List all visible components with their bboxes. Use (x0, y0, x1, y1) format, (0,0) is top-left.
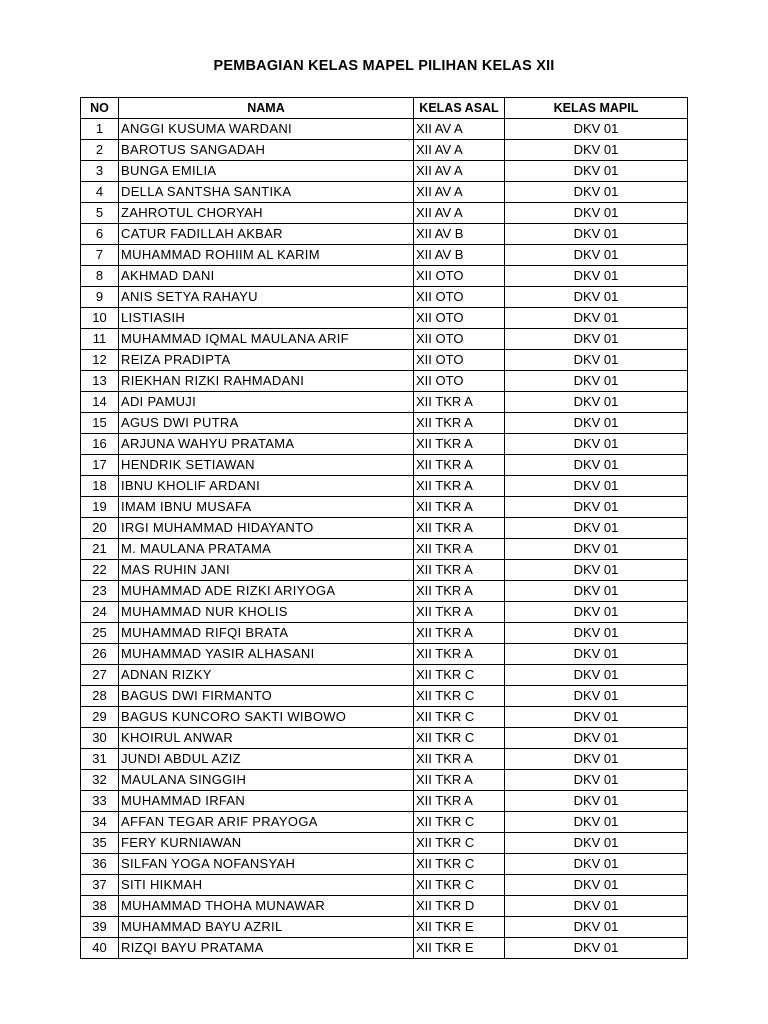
student-name-cell: MUHAMMAD IQMAL MAULANA ARIF (119, 329, 414, 350)
elective-class-cell: DKV 01 (505, 245, 688, 266)
origin-class-cell: XII AV B (414, 245, 505, 266)
elective-class-cell: DKV 01 (505, 539, 688, 560)
table-row (81, 266, 688, 287)
row-number-cell: 6 (81, 224, 119, 245)
table-row (81, 833, 688, 854)
elective-class-cell: DKV 01 (505, 497, 688, 518)
elective-class-cell: DKV 01 (505, 308, 688, 329)
elective-class-cell: DKV 01 (505, 476, 688, 497)
table-row (81, 770, 688, 791)
origin-class-cell: XII TKR C (414, 854, 505, 875)
elective-class-cell: DKV 01 (505, 686, 688, 707)
origin-class-cell: XII TKR C (414, 833, 505, 854)
row-number-cell: 35 (81, 833, 119, 854)
elective-class-cell: DKV 01 (505, 560, 688, 581)
origin-class-cell: XII TKR E (414, 938, 505, 959)
student-name-cell: MAULANA SINGGIH (119, 770, 414, 791)
student-name-cell: CATUR FADILLAH AKBAR (119, 224, 414, 245)
table-row (81, 140, 688, 161)
student-name-cell: MUHAMMAD IRFAN (119, 791, 414, 812)
table-row (81, 581, 688, 602)
student-name-cell: MUHAMMAD BAYU AZRIL (119, 917, 414, 938)
origin-class-cell: XII TKR E (414, 917, 505, 938)
row-number-cell: 18 (81, 476, 119, 497)
row-number-cell: 4 (81, 182, 119, 203)
origin-class-cell: XII TKR A (414, 539, 505, 560)
table-row (81, 854, 688, 875)
origin-class-cell: XII OTO (414, 350, 505, 371)
elective-class-cell: DKV 01 (505, 833, 688, 854)
elective-class-cell: DKV 01 (505, 203, 688, 224)
origin-class-cell: XII TKR A (414, 497, 505, 518)
table-row (81, 119, 688, 140)
student-name-cell: BAGUS KUNCORO SAKTI WIBOWO (119, 707, 414, 728)
column-header-kelas-asal: KELAS ASAL (414, 98, 505, 119)
table-row (81, 644, 688, 665)
origin-class-cell: XII TKR C (414, 707, 505, 728)
elective-class-cell: DKV 01 (505, 392, 688, 413)
table-row (81, 476, 688, 497)
elective-class-cell: DKV 01 (505, 119, 688, 140)
table-row (81, 686, 688, 707)
origin-class-cell: XII OTO (414, 308, 505, 329)
row-number-cell: 16 (81, 434, 119, 455)
origin-class-cell: XII AV A (414, 119, 505, 140)
table-header-row (81, 98, 688, 119)
row-number-cell: 24 (81, 602, 119, 623)
elective-class-cell: DKV 01 (505, 518, 688, 539)
origin-class-cell: XII TKR C (414, 812, 505, 833)
row-number-cell: 34 (81, 812, 119, 833)
elective-class-cell: DKV 01 (505, 728, 688, 749)
table-row (81, 938, 688, 959)
origin-class-cell: XII TKR A (414, 413, 505, 434)
row-number-cell: 28 (81, 686, 119, 707)
student-name-cell: MAS RUHIN JANI (119, 560, 414, 581)
table-row (81, 287, 688, 308)
student-name-cell: KHOIRUL ANWAR (119, 728, 414, 749)
row-number-cell: 10 (81, 308, 119, 329)
origin-class-cell: XII AV A (414, 140, 505, 161)
origin-class-cell: XII TKR A (414, 602, 505, 623)
row-number-cell: 5 (81, 203, 119, 224)
row-number-cell: 14 (81, 392, 119, 413)
table-row (81, 245, 688, 266)
row-number-cell: 25 (81, 623, 119, 644)
elective-class-cell: DKV 01 (505, 770, 688, 791)
column-header-nama: NAMA (119, 98, 414, 119)
student-name-cell: SILFAN YOGA NOFANSYAH (119, 854, 414, 875)
student-name-cell: MUHAMMAD THOHA MUNAWAR (119, 896, 414, 917)
origin-class-cell: XII AV A (414, 203, 505, 224)
row-number-cell: 40 (81, 938, 119, 959)
student-name-cell: AFFAN TEGAR ARIF PRAYOGA (119, 812, 414, 833)
row-number-cell: 15 (81, 413, 119, 434)
student-name-cell: IMAM IBNU MUSAFA (119, 497, 414, 518)
elective-class-cell: DKV 01 (505, 581, 688, 602)
origin-class-cell: XII TKR A (414, 749, 505, 770)
student-name-cell: HENDRIK SETIAWAN (119, 455, 414, 476)
origin-class-cell: XII TKR A (414, 455, 505, 476)
student-name-cell: MUHAMMAD RIFQI BRATA (119, 623, 414, 644)
elective-class-cell: DKV 01 (505, 854, 688, 875)
student-name-cell: MUHAMMAD YASIR ALHASANI (119, 644, 414, 665)
table-row (81, 560, 688, 581)
table-row (81, 308, 688, 329)
elective-class-cell: DKV 01 (505, 329, 688, 350)
row-number-cell: 12 (81, 350, 119, 371)
origin-class-cell: XII OTO (414, 371, 505, 392)
table-row (81, 161, 688, 182)
document-title: PEMBAGIAN KELAS MAPEL PILIHAN KELAS XII (213, 58, 555, 74)
student-name-cell: MUHAMMAD NUR KHOLIS (119, 602, 414, 623)
origin-class-cell: XII TKR A (414, 392, 505, 413)
student-name-cell: M. MAULANA PRATAMA (119, 539, 414, 560)
elective-class-cell: DKV 01 (505, 350, 688, 371)
table-body (81, 119, 688, 959)
student-name-cell: ZAHROTUL CHORYAH (119, 203, 414, 224)
origin-class-cell: XII TKR C (414, 875, 505, 896)
table-row (81, 875, 688, 896)
origin-class-cell: XII OTO (414, 329, 505, 350)
row-number-cell: 27 (81, 665, 119, 686)
origin-class-cell: XII TKR A (414, 560, 505, 581)
student-class-table (80, 97, 688, 959)
row-number-cell: 33 (81, 791, 119, 812)
elective-class-cell: DKV 01 (505, 707, 688, 728)
origin-class-cell: XII TKR C (414, 665, 505, 686)
table-row (81, 896, 688, 917)
student-name-cell: ANGGI KUSUMA WARDANI (119, 119, 414, 140)
table-row (81, 623, 688, 644)
row-number-cell: 1 (81, 119, 119, 140)
elective-class-cell: DKV 01 (505, 917, 688, 938)
origin-class-cell: XII TKR A (414, 434, 505, 455)
origin-class-cell: XII TKR A (414, 476, 505, 497)
row-number-cell: 31 (81, 749, 119, 770)
table-row (81, 665, 688, 686)
elective-class-cell: DKV 01 (505, 875, 688, 896)
row-number-cell: 9 (81, 287, 119, 308)
student-name-cell: BAROTUS SANGADAH (119, 140, 414, 161)
elective-class-cell: DKV 01 (505, 413, 688, 434)
row-number-cell: 8 (81, 266, 119, 287)
student-name-cell: ANIS SETYA RAHAYU (119, 287, 414, 308)
table-row (81, 728, 688, 749)
elective-class-cell: DKV 01 (505, 224, 688, 245)
student-name-cell: LISTIASIH (119, 308, 414, 329)
student-name-cell: DELLA SANTSHA SANTIKA (119, 182, 414, 203)
row-number-cell: 36 (81, 854, 119, 875)
table-row (81, 497, 688, 518)
elective-class-cell: DKV 01 (505, 938, 688, 959)
student-name-cell: BUNGA EMILIA (119, 161, 414, 182)
table-row (81, 329, 688, 350)
student-name-cell: ADNAN RIZKY (119, 665, 414, 686)
student-name-cell: RIEKHAN RIZKI RAHMADANI (119, 371, 414, 392)
student-name-cell: SITI HIKMAH (119, 875, 414, 896)
elective-class-cell: DKV 01 (505, 266, 688, 287)
table-row (81, 602, 688, 623)
elective-class-cell: DKV 01 (505, 140, 688, 161)
row-number-cell: 32 (81, 770, 119, 791)
row-number-cell: 2 (81, 140, 119, 161)
table-row (81, 917, 688, 938)
student-name-cell: MUHAMMAD ADE RIZKI ARIYOGA (119, 581, 414, 602)
student-name-cell: RIZQI BAYU PRATAMA (119, 938, 414, 959)
origin-class-cell: XII TKR A (414, 644, 505, 665)
row-number-cell: 19 (81, 497, 119, 518)
row-number-cell: 17 (81, 455, 119, 476)
row-number-cell: 7 (81, 245, 119, 266)
table-row (81, 791, 688, 812)
table-row (81, 812, 688, 833)
table-row (81, 203, 688, 224)
table-row (81, 224, 688, 245)
elective-class-cell: DKV 01 (505, 812, 688, 833)
table-row (81, 518, 688, 539)
origin-class-cell: XII TKR A (414, 623, 505, 644)
student-name-cell: AGUS DWI PUTRA (119, 413, 414, 434)
table-row (81, 182, 688, 203)
table-row (81, 350, 688, 371)
origin-class-cell: XII OTO (414, 266, 505, 287)
row-number-cell: 29 (81, 707, 119, 728)
origin-class-cell: XII OTO (414, 287, 505, 308)
student-name-cell: IRGI MUHAMMAD HIDAYANTO (119, 518, 414, 539)
student-name-cell: AKHMAD DANI (119, 266, 414, 287)
origin-class-cell: XII TKR C (414, 728, 505, 749)
elective-class-cell: DKV 01 (505, 749, 688, 770)
row-number-cell: 3 (81, 161, 119, 182)
origin-class-cell: XII AV A (414, 182, 505, 203)
origin-class-cell: XII TKR A (414, 791, 505, 812)
elective-class-cell: DKV 01 (505, 287, 688, 308)
column-header-kelas-mapil: KELAS MAPIL (505, 98, 688, 119)
row-number-cell: 39 (81, 917, 119, 938)
row-number-cell: 20 (81, 518, 119, 539)
elective-class-cell: DKV 01 (505, 602, 688, 623)
elective-class-cell: DKV 01 (505, 455, 688, 476)
row-number-cell: 23 (81, 581, 119, 602)
elective-class-cell: DKV 01 (505, 434, 688, 455)
table-row (81, 392, 688, 413)
elective-class-cell: DKV 01 (505, 182, 688, 203)
student-name-cell: BAGUS DWI FIRMANTO (119, 686, 414, 707)
row-number-cell: 11 (81, 329, 119, 350)
elective-class-cell: DKV 01 (505, 896, 688, 917)
row-number-cell: 37 (81, 875, 119, 896)
student-name-cell: ADI PAMUJI (119, 392, 414, 413)
student-name-cell: REIZA PRADIPTA (119, 350, 414, 371)
origin-class-cell: XII TKR A (414, 770, 505, 791)
row-number-cell: 30 (81, 728, 119, 749)
table-row (81, 539, 688, 560)
elective-class-cell: DKV 01 (505, 644, 688, 665)
origin-class-cell: XII TKR D (414, 896, 505, 917)
elective-class-cell: DKV 01 (505, 371, 688, 392)
row-number-cell: 26 (81, 644, 119, 665)
row-number-cell: 38 (81, 896, 119, 917)
table-row (81, 707, 688, 728)
column-header-no: NO (81, 98, 119, 119)
elective-class-cell: DKV 01 (505, 791, 688, 812)
origin-class-cell: XII TKR C (414, 686, 505, 707)
student-name-cell: ARJUNA WAHYU PRATAMA (119, 434, 414, 455)
table-row (81, 434, 688, 455)
student-name-cell: FERY KURNIAWAN (119, 833, 414, 854)
table-row (81, 371, 688, 392)
origin-class-cell: XII AV B (414, 224, 505, 245)
student-name-cell: MUHAMMAD ROHIIM AL KARIM (119, 245, 414, 266)
student-name-cell: IBNU KHOLIF ARDANI (119, 476, 414, 497)
row-number-cell: 13 (81, 371, 119, 392)
elective-class-cell: DKV 01 (505, 665, 688, 686)
elective-class-cell: DKV 01 (505, 623, 688, 644)
row-number-cell: 21 (81, 539, 119, 560)
origin-class-cell: XII TKR A (414, 581, 505, 602)
table-row (81, 413, 688, 434)
elective-class-cell: DKV 01 (505, 161, 688, 182)
student-name-cell: JUNDI ABDUL AZIZ (119, 749, 414, 770)
origin-class-cell: XII AV A (414, 161, 505, 182)
table-row (81, 749, 688, 770)
table-row (81, 455, 688, 476)
row-number-cell: 22 (81, 560, 119, 581)
origin-class-cell: XII TKR A (414, 518, 505, 539)
